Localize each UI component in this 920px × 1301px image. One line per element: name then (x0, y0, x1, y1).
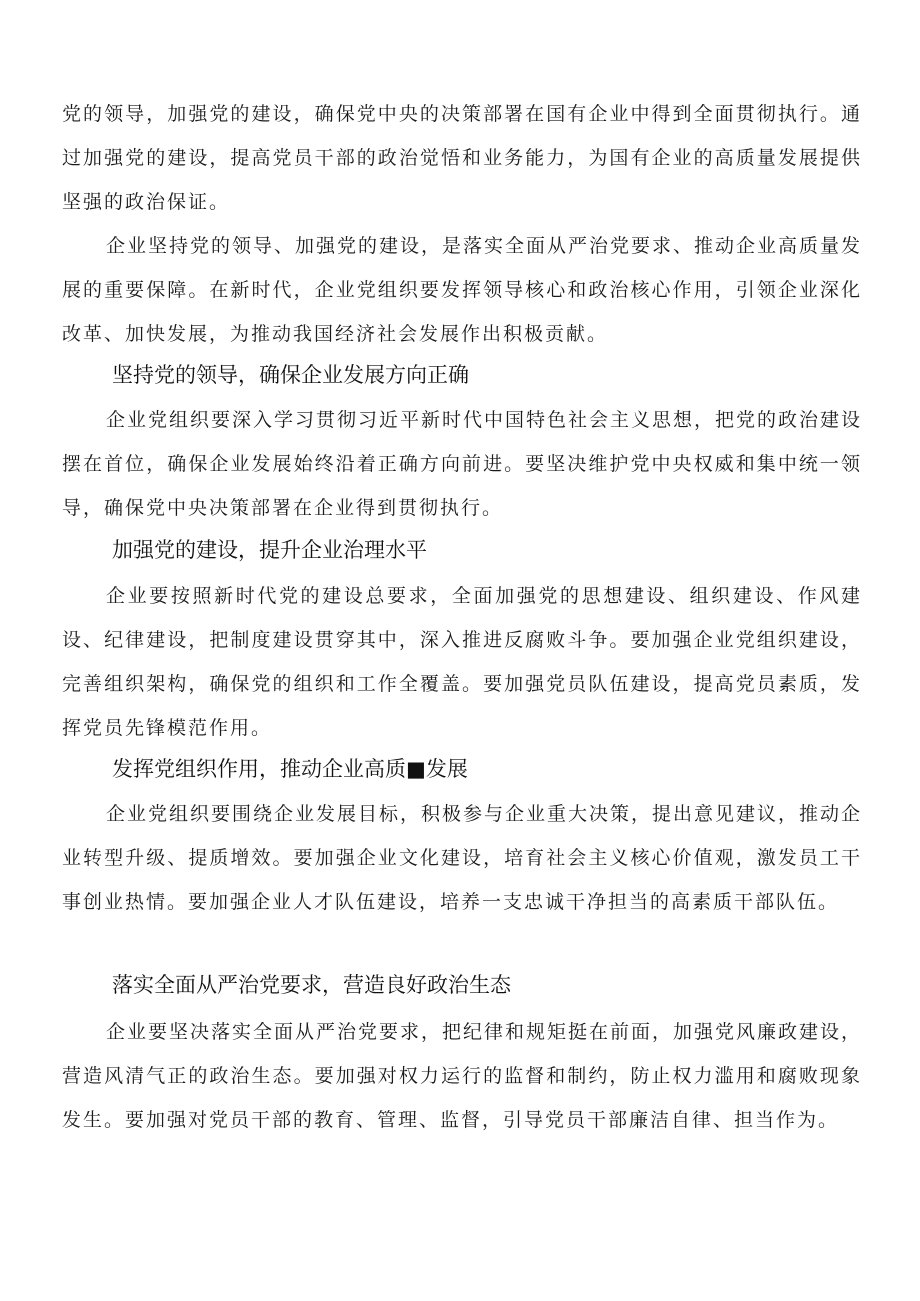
section-body-2: 企业要按照新时代党的建设总要求，全面加强党的思想建设、组织建设、作风建设、纪律建设，把制度建设贯穿其中，深入推进反腐败斗争。要加强企业党组织建设，完善组织架构，确保党的组织和工作全覆盖。要加强党员队伍建设，提高党员素质，发挥党员先锋模范作用。 (62, 585, 862, 739)
section-body-4-block (62, 1010, 862, 1142)
intro-summary-block (62, 224, 862, 356)
section-heading-4: 落实全面从严治党要求，营造良好政治生态 (112, 973, 511, 997)
section-body-3: 企业党组织要围绕企业发展目标，积极参与企业重大决策，提出意见建议，推动企业转型升级、提质增效。要加强企业文化建设，培育社会主义核心价值观，激发员工干事创业热情。要加强企业人才队伍建设，培养一支忠诚干净担当的高素质干部队伍。 (62, 803, 863, 913)
section-body-3-block (62, 792, 862, 924)
intro-summary-paragraph: 企业坚持党的领导、加强党的建设，是落实全面从严治党要求、推动企业高质量发展的重要保障。在新时代，企业党组织要发挥领导核心和政治核心作用，引领企业深化改革、加快发展，为推动我国经济社会发展作出积极贡献。 (62, 235, 863, 345)
intro-continuation-paragraph: 党的领导，加强党的建设，确保党中央的决策部署在国有企业中得到全面贯彻执行。通过加强党的建设，提高党员干部的政治觉悟和业务能力，为国有企业的高质量发展提供坚强的政治保证。 (62, 103, 862, 213)
section-heading-2: 加强党的建设，提升企业治理水平 (112, 538, 427, 562)
section-body-4: 企业要坚决落实全面从严治党要求，把纪律和规矩挺在前面，加强党风廉政建设，营造风清气正的政治生态。要加强对权力运行的监督和制约，防止权力滥用和腐败现象发生。要加强对党员干部的教育、管理、监督，引导党员干部廉洁自律、担当作为。 (62, 1021, 863, 1131)
section-body-2-block (62, 574, 862, 750)
intro-continuation-block (62, 92, 862, 224)
section-heading-3: 发挥党组织作用，推动企业高质■发展 (112, 757, 468, 781)
section-body-1-block (62, 398, 862, 530)
section-body-1: 企业党组织要深入学习贯彻习近平新时代中国特色社会主义思想，把党的政治建设摆在首位，确保企业发展始终沿着正确方向前进。要坚决维护党中央权威和集中统一领导，确保党中央决策部署在企业得到贯彻执行。 (62, 409, 863, 519)
section-heading-1: 坚持党的领导，确保企业发展方向正确 (112, 363, 469, 387)
